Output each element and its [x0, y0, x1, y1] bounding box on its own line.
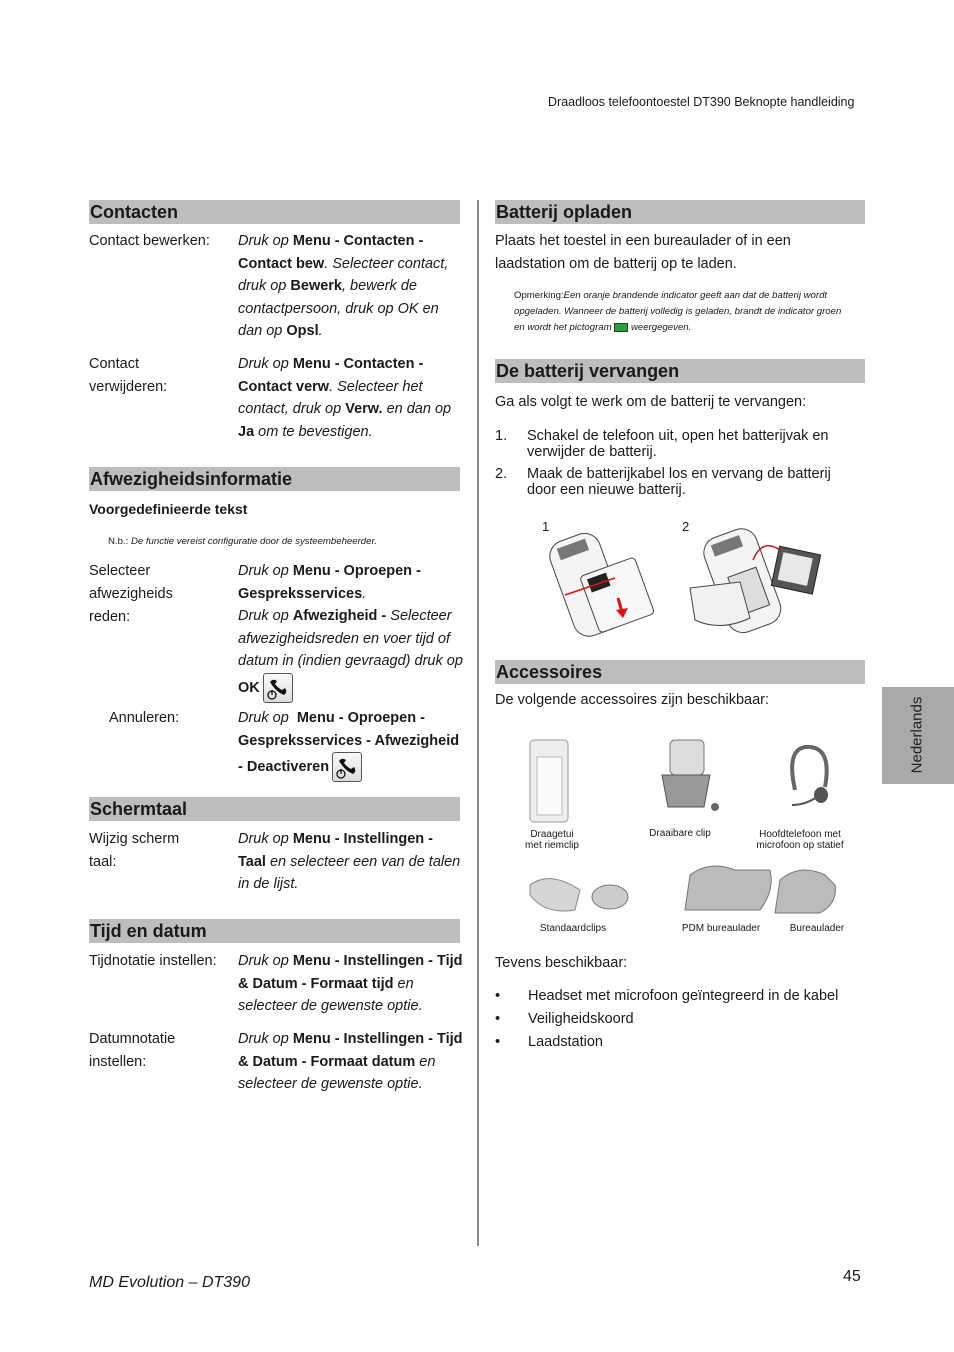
desc-tijdnotatie: Druk op Menu - Instellingen - Tijd & Datum - Formaat tijd en selecteer de gewenste optie. [238, 953, 463, 1015]
section-heading-contacten: Contacten [89, 200, 460, 224]
desc-selecteer-afwezigheid: Druk op Menu - Oproepen - Gespreksservices. Druk op Afwezigheid - Selecteer afwezigheidsreden en voer tijd of datum in (indien gevraagd) druk op OK [238, 560, 463, 703]
desc-wijzig-scherm: Druk op Menu - Instellingen - Taal en selecteer een van de talen in de lijst. [238, 831, 461, 893]
accessory-list [495, 985, 865, 1054]
desc-annuleren: Druk op Menu - Oproepen - Gespreksservices - Afwezigheid - Deactiveren [238, 707, 463, 782]
list-item: • Laadstation [495, 1034, 603, 1050]
label-contact-bewerken: Contact bewerken: [89, 233, 210, 249]
list-item: • Veiligheidskoord [495, 1011, 634, 1027]
label-wijzig-scherm: Wijzig scherm taal: [89, 831, 180, 870]
desc-contact-bewerken: Druk op Menu - Contacten - Contact bew. Selecteer contact, druk op Bewerk, bewerk de contactpersoon, druk op OK en dan op Opsl. [238, 233, 449, 340]
footer-product: MD Evolution – DT390 [89, 1274, 250, 1291]
language-tab-label: Nederlands [908, 696, 926, 774]
label-tijdnotatie: Tijdnotatie instellen: [89, 953, 217, 969]
accessory-label-draagetui: Draagetui met riemclip [525, 829, 579, 851]
section-heading-schermtaal: Schermtaal [89, 797, 460, 821]
figure-label-1: 1 [542, 519, 550, 534]
accessory-label-pdm-bureaulader: PDM bureaulader [681, 923, 761, 934]
vervangen-intro: Ga als volgt te werk om de batterij te vervangen: [495, 394, 807, 410]
list-item: • Headset met microfoon geïntegreerd in de kabel [495, 988, 839, 1004]
step-1: 1. Schakel de telefoon uit, open het batterijvak en verwijder de batterij. [495, 428, 829, 460]
label-contact-verwijderen: Contact verwijderen: [89, 356, 168, 395]
accessoires-intro: De volgende accessoires zijn beschikbaar: [495, 692, 770, 708]
section-heading-afwezigheid: Afwezigheidsinformatie [89, 467, 460, 491]
label-datumnotatie: Datumnotatie instellen: [89, 1031, 176, 1070]
end-call-key-icon [332, 752, 362, 782]
batterij-note: Opmerking:Een oranje brandende indicator geeft aan dat de batterij wordt opgeladen. Wanneer de batterij volledig is geladen, brandt de indicator groen en wordt het pictogram weergegeven. [514, 290, 842, 333]
step-2: 2. Maak de batterijkabel los en vervang de batterij door een nieuwe batterij. [495, 466, 831, 498]
accessory-label-draaibare-clip: Draaibare clip [649, 828, 711, 839]
label-annuleren: Annuleren: [109, 710, 180, 726]
running-header: Draadloos telefoontoestel DT390 Beknopte handleiding [548, 95, 855, 109]
accessory-label-bureaulader: Bureaulader [789, 923, 845, 934]
section-heading-accessoires: Accessoires [495, 660, 865, 684]
desc-datumnotatie: Druk op Menu - Instellingen - Tijd & Datum - Formaat datum en selecteer de gewenste optie. [238, 1031, 463, 1093]
accessory-label-standaardclips: Standaardclips [539, 923, 607, 934]
subheading-voorgedefinieerde: Voorgedefinieerde tekst [89, 501, 248, 517]
batterij-text: Plaats het toestel in een bureaulader of in een laadstation om de batterij op te laden. [495, 233, 791, 272]
section-heading-tijd: Tijd en datum [89, 919, 460, 943]
language-side-tab [882, 687, 954, 784]
battery-full-icon [614, 323, 628, 332]
section-heading-batterij: Batterij opladen [495, 200, 865, 224]
end-call-key-icon [263, 673, 293, 703]
tevens-beschikbaar: Tevens beschikbaar: [495, 955, 628, 971]
battery-replacement-illustration [540, 520, 830, 645]
column-divider [477, 200, 479, 1246]
page-number: 45 [843, 1268, 861, 1285]
section-heading-vervangen: De batterij vervangen [495, 359, 865, 383]
accessory-label-hoofdtelefoon: Hoofdtelefoon met microfoon op statief [756, 829, 844, 851]
desc-contact-verwijderen: Druk op Menu - Contacten - Contact verw. Selecteer het contact, druk op Verw. en dan op Ja om te bevestigen. [238, 356, 452, 440]
figure-label-2: 2 [682, 519, 690, 534]
label-selecteer-afwezigheid: Selecteer afwezigheids reden: [89, 563, 173, 625]
note-afwezigheid: N.b.: De functie vereist configuratie door de systeembeheerder. [108, 536, 377, 547]
